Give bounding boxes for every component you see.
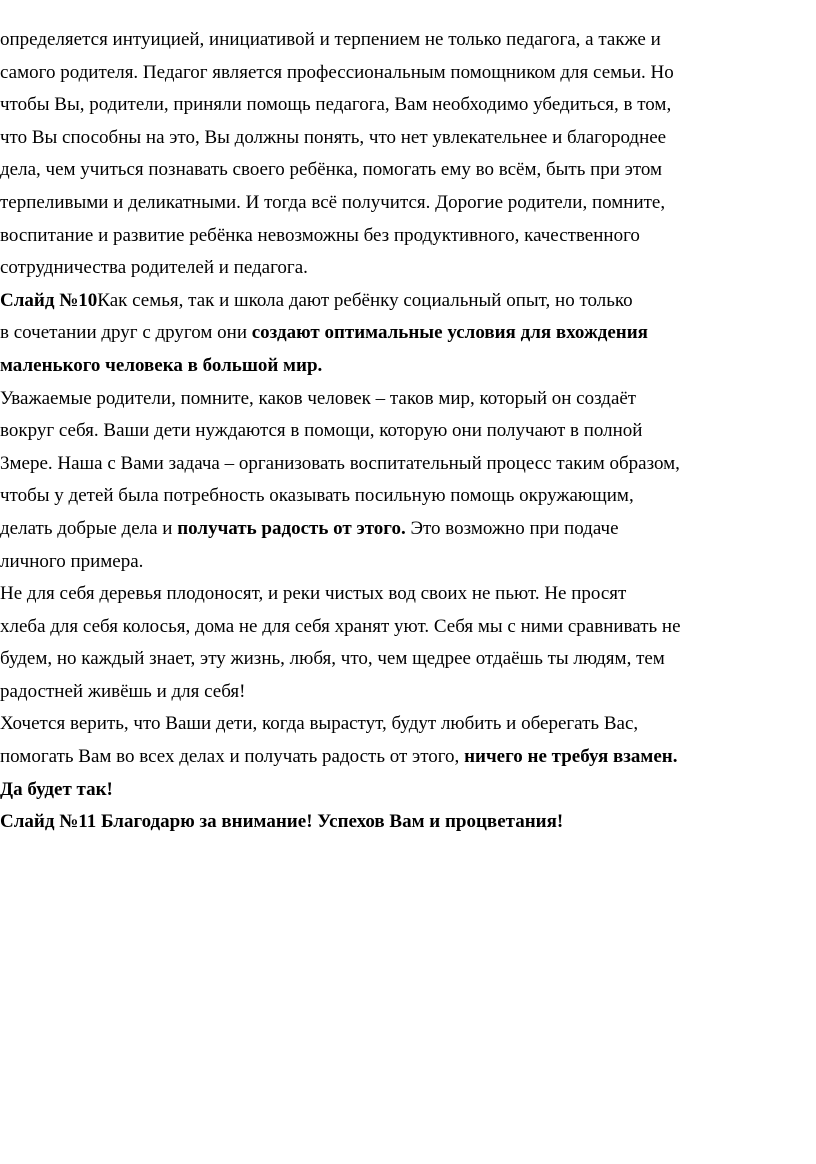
text-segment: 3мере. Наша с Вами задача – организовать воспитательный процесс таким образом, (0, 452, 680, 474)
text-line (0, 480, 816, 513)
text-segment: Это возможно при подаче (405, 517, 619, 539)
text-line (0, 252, 816, 285)
bold-text-segment: ничего не требуя взамен. (464, 746, 678, 768)
text-segment: Уважаемые родители, помните, каков человек – таков мир, который он создаёт (0, 387, 637, 409)
text-line (0, 774, 816, 807)
text-segment: Не для себя деревья плодоносят, и реки чистых вод своих не пьют. Не просят (0, 583, 627, 605)
text-line (0, 24, 816, 57)
text-line (0, 513, 816, 546)
text-segment: дела, чем учиться познавать своего ребёнка, помогать ему во всём, быть при этом (0, 159, 663, 181)
text-line (0, 415, 816, 448)
text-line (0, 383, 816, 416)
text-segment: радостней живёшь и для себя! (0, 680, 246, 702)
bold-text-segment: Да будет так! (0, 778, 113, 800)
text-line (0, 643, 816, 676)
text-line (0, 154, 816, 187)
text-line (0, 806, 816, 839)
text-segment: чтобы Вы, родители, приняли помощь педагога, Вам необходимо убедиться, в том, (0, 94, 672, 116)
text-segment: в сочетании друг с другом они (0, 322, 252, 344)
text-line (0, 578, 816, 611)
bold-text-segment: создают оптимальные условия для вхождения (251, 322, 648, 344)
text-line (0, 187, 816, 220)
text-segment: личного примера. (0, 550, 144, 572)
text-segment: самого родителя. Педагог является профессиональным помощником для семьи. Но (0, 61, 674, 83)
text-segment: помогать Вам во всех делах и получать радость от этого, (0, 746, 465, 768)
text-segment: Хочется верить, что Ваши дети, когда вырастут, будут любить и оберегать Вас, (0, 713, 639, 735)
text-segment: хлеба для себя колосья, дома не для себя хранят уют. Себя мы с ними сравнивать не (0, 615, 681, 637)
text-line (0, 741, 816, 774)
text-line (0, 89, 816, 122)
text-line (0, 708, 816, 741)
text-line (0, 448, 816, 481)
text-line (0, 350, 816, 383)
text-segment: воспитание и развитие ребёнка невозможны без продуктивного, качественного (0, 224, 640, 246)
text-line (0, 122, 816, 155)
text-line (0, 546, 816, 579)
bold-text-segment: Слайд №11 Благодарю за внимание! Успехов Вам и процветания! (0, 811, 564, 833)
text-line (0, 57, 816, 90)
text-segment: что Вы способны на это, Вы должны понять, что нет увлекательнее и благороднее (0, 126, 667, 148)
text-line (0, 676, 816, 709)
text-line (0, 611, 816, 644)
text-segment: Как семья, так и школа дают ребёнку социальный опыт, но только (97, 289, 633, 311)
text-segment: будем, но каждый знает, эту жизнь, любя, что, чем щедрее отдаёшь ты людям, тем (0, 648, 665, 670)
text-line (0, 285, 816, 318)
bold-text-segment: получать радость от этого. (177, 517, 406, 539)
bold-text-segment: Слайд №10 (0, 289, 98, 311)
text-segment: сотрудничества родителей и педагога. (0, 257, 308, 279)
text-segment: терпеливыми и деликатными. И тогда всё получится. Дорогие родители, помните, (0, 191, 666, 213)
text-segment: определяется интуицией, инициативой и терпением не только педагога, а также и (0, 29, 661, 50)
text-line (0, 220, 816, 253)
text-segment: делать добрые дела и (0, 517, 178, 539)
text-segment: чтобы у детей была потребность оказывать посильную помощь окружающим, (0, 485, 634, 507)
document-body (0, 24, 816, 839)
text-segment: вокруг себя. Ваши дети нуждаются в помощи, которую они получают в полной (0, 420, 643, 442)
text-line (0, 317, 816, 350)
bold-text-segment: маленького человека в большой мир. (0, 354, 323, 376)
